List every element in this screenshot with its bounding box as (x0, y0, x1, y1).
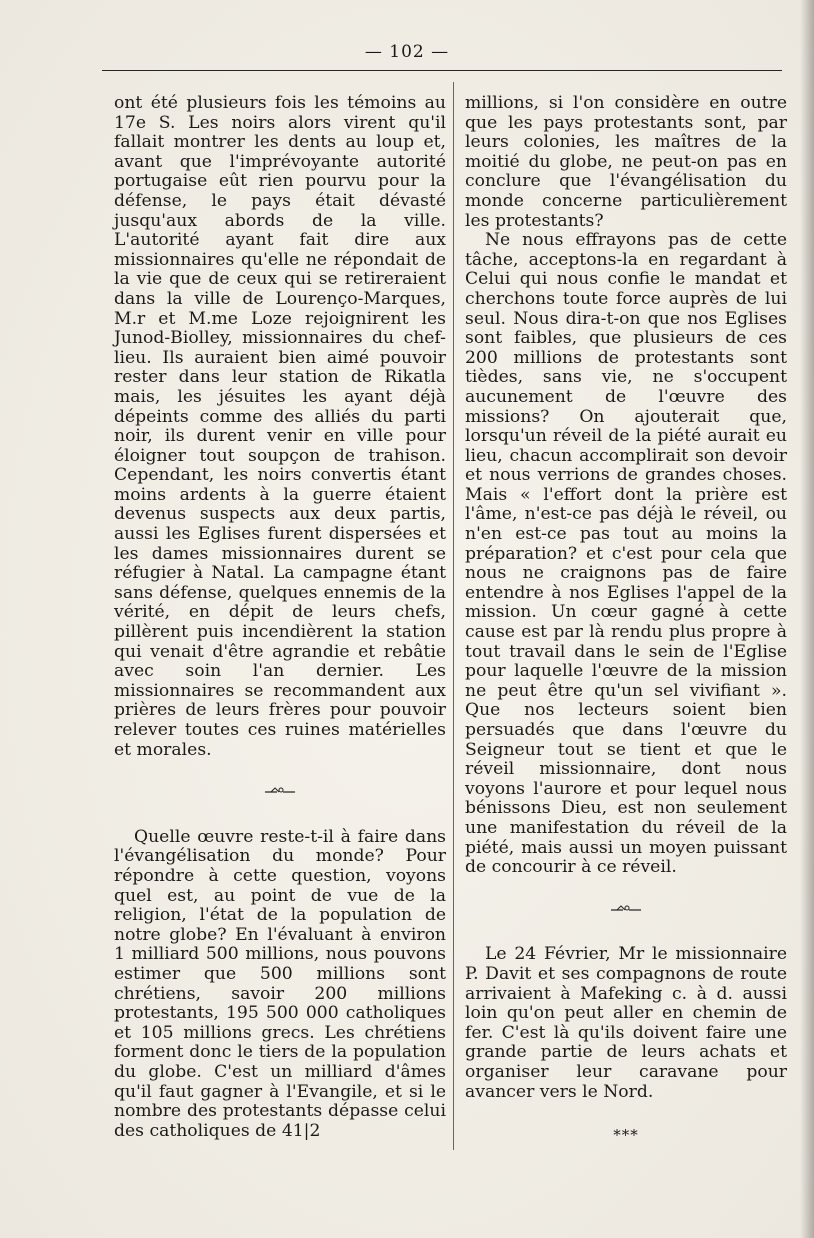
paragraph-evangelisation-question: Quelle œuvre reste-t-il à faire dans l'évangélisation du monde? Pour répondre à cette question, voyons quel est, au point de vue de la religion, l'état de la population de notre globe? En l'évaluant à environ 1 milliard 500 millions, nous pouvons estimer que 500 millions sont chrétiens, savoir 200 millions protestants, 195 500 000 catholiques et 105 millions grecs. Les chrétiens forment donc le tiers de la population du globe. C'est un milliard d'âmes qu'il faut gagner à l'Evangile, et si le nombre des protestants dépasse celui des catholiques de 41|2 (114, 826, 446, 1141)
right-column (465, 94, 787, 1146)
page-edge-shadow (800, 0, 814, 1238)
paragraph-protestants-conclusion: millions, si l'on considère en outre que les pays protestants sont, par leurs colonies, les maîtres de la moitié du globe, ne peut-on pas en conclure que l'évangélisation du monde concerne particulièrement les protestants? (465, 93, 787, 231)
section-ornament-1 (114, 782, 446, 802)
page-number: — 102 — (364, 42, 450, 62)
paragraph-revival: Ne nous effrayons pas de cette tâche, acceptons-la en regardant à Celui qui nous confie le mandat et cherchons toute force auprès de lui seul. Nous dira-t-on que nos Eglises sont faibles, que plusieurs de ces 200 millions de protestants sont tièdes, sans vie, ne s'occupent aucunement de l'œuvre des missions? On ajouterait que, lorsqu'un réveil de la piété aurait eu lieu, chacun accomplirait son devoir et nous verrions de grandes choses. Mais « l'effort dont la prière est l'âme, n'est-ce pas déjà le réveil, ou n'en est-ce pas tout au moins la préparation? et c'est pour cela que nous ne craignons pas de faire entendre à nos Eglises l'appel de la mission. Un cœur gagné à cette cause est par là rendu plus propre à tout travail dans le sein de l'Eglise pour laquelle l'œuvre de la mission ne peut être qu'un sel vivifiant ». Que nos lecteurs soient bien persuadés que dans l'œuvre du Seigneur tout se tient et que le réveil missionnaire, dont nous voyons l'aurore et pour lequel nous bénissons Dieu, est non seulement une manifestation du réveil de la piété, mais aussi un moyen puissant de concourir à ce réveil. (465, 230, 787, 878)
header-rule (102, 70, 782, 71)
end-asterisks: *** (613, 1126, 639, 1145)
ornament-flourish-icon (609, 903, 643, 913)
section-ornament-2 (465, 900, 787, 920)
paragraph-missionaries-war: ont été plusieurs fois les témoins au 17e S. Les noirs alors virent qu'il fallait montrer les dents au loup et, avant que l'imprévoyante autorité portugaise eût rien pourvu pour la défense, le pays était dévasté jusqu'aux abords de la ville. L'autorité ayant fait dire aux missionnaires qu'elle ne répondait de la vie que de ceux qui se retireraient dans la ville de Lourenço-Marques, M.r et M.me Loze rejoignirent les Junod-Biolley, missionnaires du chef-lieu. Ils auraient bien aimé pouvoir rester dans leur station de Rikatla mais, les jésuites les ayant déjà dépeints comme des alliés du parti noir, ils durent venir en ville pour éloigner tout soupçon de trahison. Cependant, les noirs convertis étant moins ardents à la guerre étaient devenus suspects aux deux partis, aussi les Eglises furent dispersées et les dames missionnaires durent se réfugier à Natal. La campagne étant sans défense, quelques ennemis de la vérité, en dépit de leurs chefs, pillèrent puis incendièrent la station qui venait d'être agrandie et rebâtie avec soin l'an dernier. Les missionnaires se recommandent aux prières de leurs frères pour pouvoir relever toutes ces ruines matérielles et morales. (114, 93, 446, 760)
paragraph-davit-mafeking: Le 24 Février, Mr le missionnaire P. Davit et ses compagnons de route arrivaient à Mafeking c. à d. aussi loin qu'on peut aller en chemin de fer. C'est là qu'ils doivent faire une grande partie de leurs achats et organiser leur caravane pour avancer vers le Nord. (465, 944, 787, 1102)
left-column (114, 94, 446, 1141)
ornament-flourish-icon (263, 785, 297, 795)
column-divider (453, 82, 454, 1150)
